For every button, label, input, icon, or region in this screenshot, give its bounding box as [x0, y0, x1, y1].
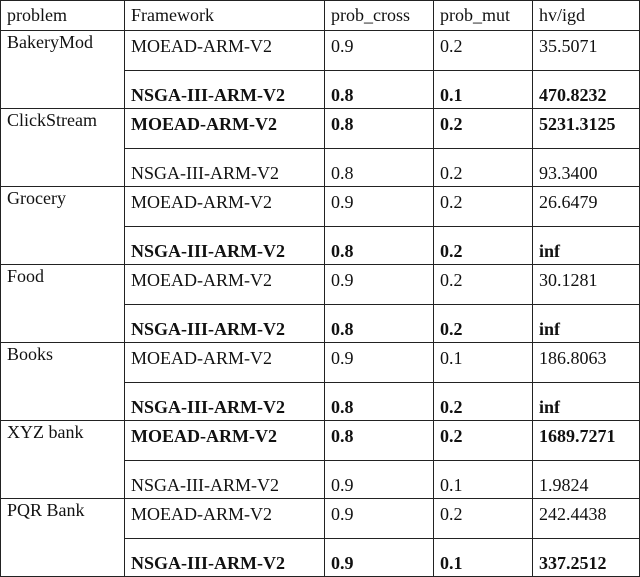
framework-cell: MOEAD-ARM-V2 — [125, 109, 325, 149]
header-hv-igd: hv/igd — [533, 1, 640, 31]
problem-cell: ClickStream — [1, 109, 125, 187]
framework-cell: MOEAD-ARM-V2 — [125, 31, 325, 71]
hv-igd-cell: 242.4438 — [533, 499, 640, 539]
prob-cross-cell: 0.8 — [325, 71, 434, 109]
prob-cross-cell: 0.9 — [325, 499, 434, 539]
problem-cell: Food — [1, 265, 125, 343]
hv-igd-cell: 470.8232 — [533, 71, 640, 109]
framework-cell: NSGA-III-ARM-V2 — [125, 383, 325, 421]
hv-igd-cell: 1.9824 — [533, 461, 640, 499]
table-row — [1, 109, 640, 149]
prob-cross-cell: 0.8 — [325, 421, 434, 461]
prob-mut-cell: 0.2 — [434, 499, 533, 539]
hv-igd-cell: 26.6479 — [533, 187, 640, 227]
framework-cell: MOEAD-ARM-V2 — [125, 187, 325, 227]
prob-mut-cell: 0.2 — [434, 227, 533, 265]
prob-cross-cell: 0.8 — [325, 227, 434, 265]
framework-cell: NSGA-III-ARM-V2 — [125, 305, 325, 343]
prob-mut-cell: 0.2 — [434, 383, 533, 421]
prob-cross-cell: 0.9 — [325, 265, 434, 305]
framework-cell: MOEAD-ARM-V2 — [125, 421, 325, 461]
hv-igd-cell: 93.3400 — [533, 149, 640, 187]
framework-cell: NSGA-III-ARM-V2 — [125, 149, 325, 187]
prob-mut-cell: 0.2 — [434, 265, 533, 305]
prob-cross-cell: 0.9 — [325, 539, 434, 577]
header-prob-cross: prob_cross — [325, 1, 434, 31]
hv-igd-cell: 5231.3125 — [533, 109, 640, 149]
hv-igd-cell: 30.1281 — [533, 265, 640, 305]
header-framework: Framework — [125, 1, 325, 31]
framework-cell: NSGA-III-ARM-V2 — [125, 227, 325, 265]
framework-cell: MOEAD-ARM-V2 — [125, 499, 325, 539]
framework-cell: MOEAD-ARM-V2 — [125, 265, 325, 305]
prob-mut-cell: 0.1 — [434, 343, 533, 383]
hv-igd-cell: inf — [533, 383, 640, 421]
header-prob-mut: prob_mut — [434, 1, 533, 31]
problem-cell: Grocery — [1, 187, 125, 265]
header-problem: problem — [1, 1, 125, 31]
framework-cell: MOEAD-ARM-V2 — [125, 343, 325, 383]
prob-cross-cell: 0.8 — [325, 383, 434, 421]
prob-cross-cell: 0.9 — [325, 187, 434, 227]
prob-cross-cell: 0.8 — [325, 149, 434, 187]
problem-cell: XYZ bank — [1, 421, 125, 499]
hv-igd-cell: inf — [533, 227, 640, 265]
table-row — [1, 421, 640, 461]
prob-cross-cell: 0.9 — [325, 343, 434, 383]
problem-cell: PQR Bank — [1, 499, 125, 577]
problem-cell: BakeryMod — [1, 31, 125, 109]
hv-igd-cell: 186.8063 — [533, 343, 640, 383]
prob-mut-cell: 0.1 — [434, 71, 533, 109]
table-row — [1, 343, 640, 383]
table-row — [1, 31, 640, 71]
hv-igd-cell: 35.5071 — [533, 31, 640, 71]
prob-mut-cell: 0.2 — [434, 31, 533, 71]
hv-igd-cell: inf — [533, 305, 640, 343]
header-row — [1, 1, 640, 31]
hv-igd-cell: 1689.7271 — [533, 421, 640, 461]
prob-cross-cell: 0.8 — [325, 109, 434, 149]
prob-cross-cell: 0.9 — [325, 461, 434, 499]
table-row — [1, 265, 640, 305]
prob-cross-cell: 0.9 — [325, 31, 434, 71]
framework-cell: NSGA-III-ARM-V2 — [125, 461, 325, 499]
prob-mut-cell: 0.2 — [434, 149, 533, 187]
prob-mut-cell: 0.1 — [434, 461, 533, 499]
prob-mut-cell: 0.2 — [434, 109, 533, 149]
prob-mut-cell: 0.1 — [434, 539, 533, 577]
table-body — [1, 31, 640, 577]
hv-igd-cell: 337.2512 — [533, 539, 640, 577]
prob-mut-cell: 0.2 — [434, 305, 533, 343]
prob-mut-cell: 0.2 — [434, 187, 533, 227]
framework-cell: NSGA-III-ARM-V2 — [125, 539, 325, 577]
framework-cell: NSGA-III-ARM-V2 — [125, 71, 325, 109]
table-row — [1, 499, 640, 539]
prob-cross-cell: 0.8 — [325, 305, 434, 343]
problem-cell: Books — [1, 343, 125, 421]
prob-mut-cell: 0.2 — [434, 421, 533, 461]
table-row — [1, 187, 640, 227]
